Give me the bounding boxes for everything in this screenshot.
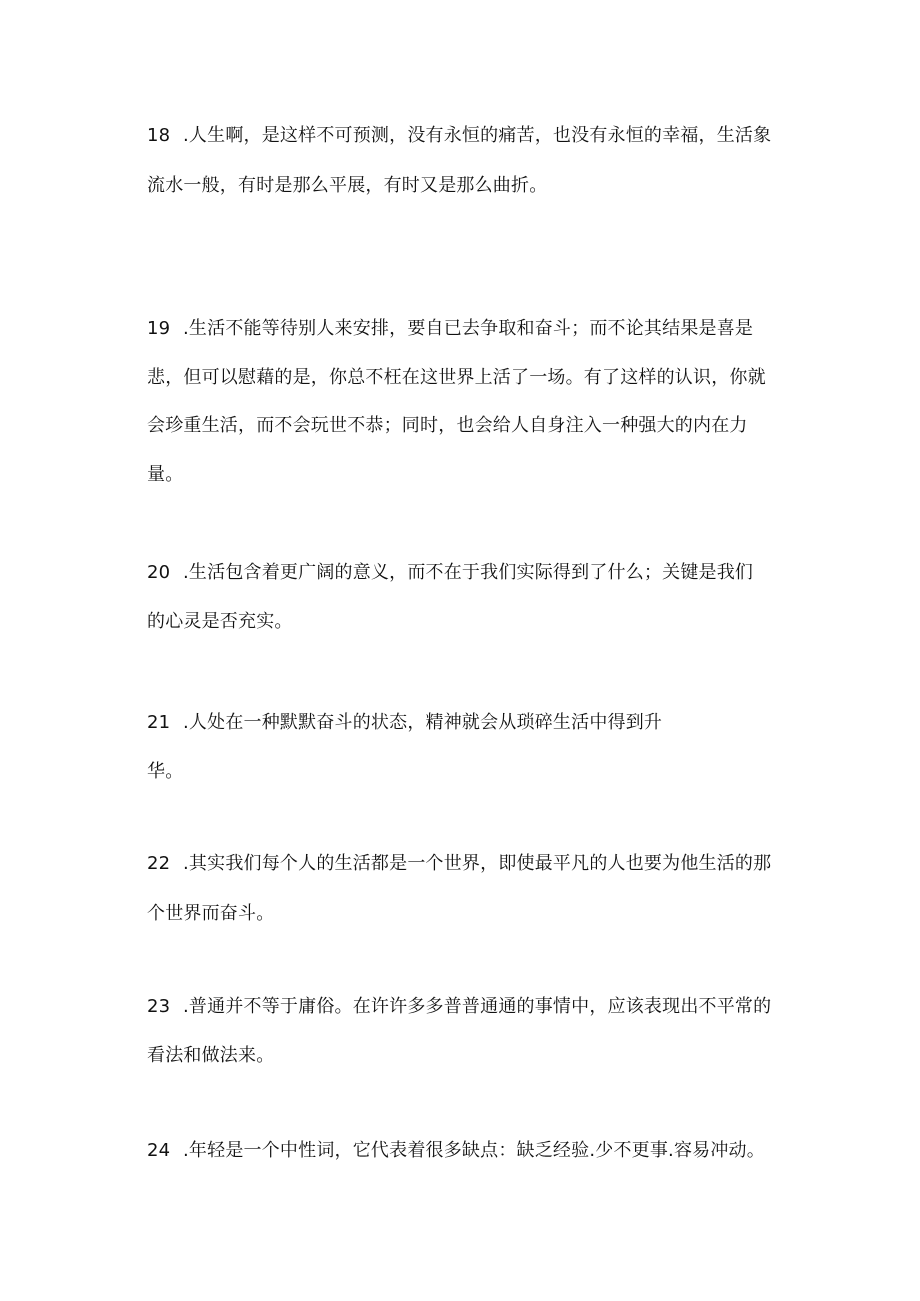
item-23-line-1 bbox=[147, 995, 771, 1019]
item-number: 20 bbox=[147, 562, 171, 583]
item-number: 24 bbox=[147, 1140, 171, 1161]
item-text: 看法和做法来。 bbox=[147, 1045, 275, 1066]
item-text: 的心灵是否充实。 bbox=[147, 611, 293, 632]
item-21-line-2 bbox=[147, 760, 183, 784]
item-21-line-1 bbox=[147, 711, 662, 735]
item-number: 19 bbox=[147, 318, 171, 339]
item-23-line-2 bbox=[147, 1044, 274, 1068]
item-text: 华。 bbox=[147, 761, 184, 782]
item-text: 个世界而奋斗。 bbox=[147, 903, 275, 924]
item-text: 流水一般，有时是那么平展，有时又是那么曲折。 bbox=[147, 175, 548, 196]
item-18-line-2 bbox=[147, 174, 547, 198]
item-number: 21 bbox=[147, 712, 171, 733]
item-text: .人处在一种默默奋斗的状态，精神就会从琐碎生活中得到升 bbox=[183, 712, 663, 733]
item-18-line-1 bbox=[147, 124, 771, 148]
item-24-line-1 bbox=[147, 1139, 765, 1163]
item-22-line-2 bbox=[147, 902, 274, 926]
item-20-line-2 bbox=[147, 610, 293, 634]
item-text: .普通并不等于庸俗。在许许多多普普通通的事情中，应该表现出不平常的 bbox=[183, 996, 772, 1017]
item-number: 22 bbox=[147, 853, 171, 874]
item-19-line-3 bbox=[147, 414, 748, 438]
item-text: .人生啊，是这样不可预测，没有永恒的痛苦，也没有永恒的幸福，生活象 bbox=[183, 125, 772, 146]
item-text: 悲，但可以慰藉的是，你总不枉在这世界上活了一场。有了这样的认识，你就 bbox=[147, 367, 766, 388]
item-text: .生活包含着更广阔的意义，而不在于我们实际得到了什么；关键是我们 bbox=[183, 562, 754, 583]
item-number: 18 bbox=[147, 125, 171, 146]
item-text: 会珍重生活，而不会玩世不恭；同时，也会给人自身注入一种强大的内在力 bbox=[147, 415, 748, 436]
item-text: .年轻是一个中性词，它代表着很多缺点：缺乏经验.少不更事.容易冲动。 bbox=[183, 1140, 765, 1161]
item-19-line-1 bbox=[147, 317, 753, 341]
item-19-line-2 bbox=[147, 366, 766, 390]
item-text: 量。 bbox=[147, 464, 184, 485]
item-20-line-1 bbox=[147, 561, 753, 585]
item-text: .生活不能等待别人来安排，要自已去争取和奋斗；而不论其结果是喜是 bbox=[183, 318, 754, 339]
item-text: .其实我们每个人的生活都是一个世界，即使最平凡的人也要为他生活的那 bbox=[183, 853, 772, 874]
item-19-line-4 bbox=[147, 463, 183, 487]
item-22-line-1 bbox=[147, 852, 771, 876]
item-number: 23 bbox=[147, 996, 171, 1017]
